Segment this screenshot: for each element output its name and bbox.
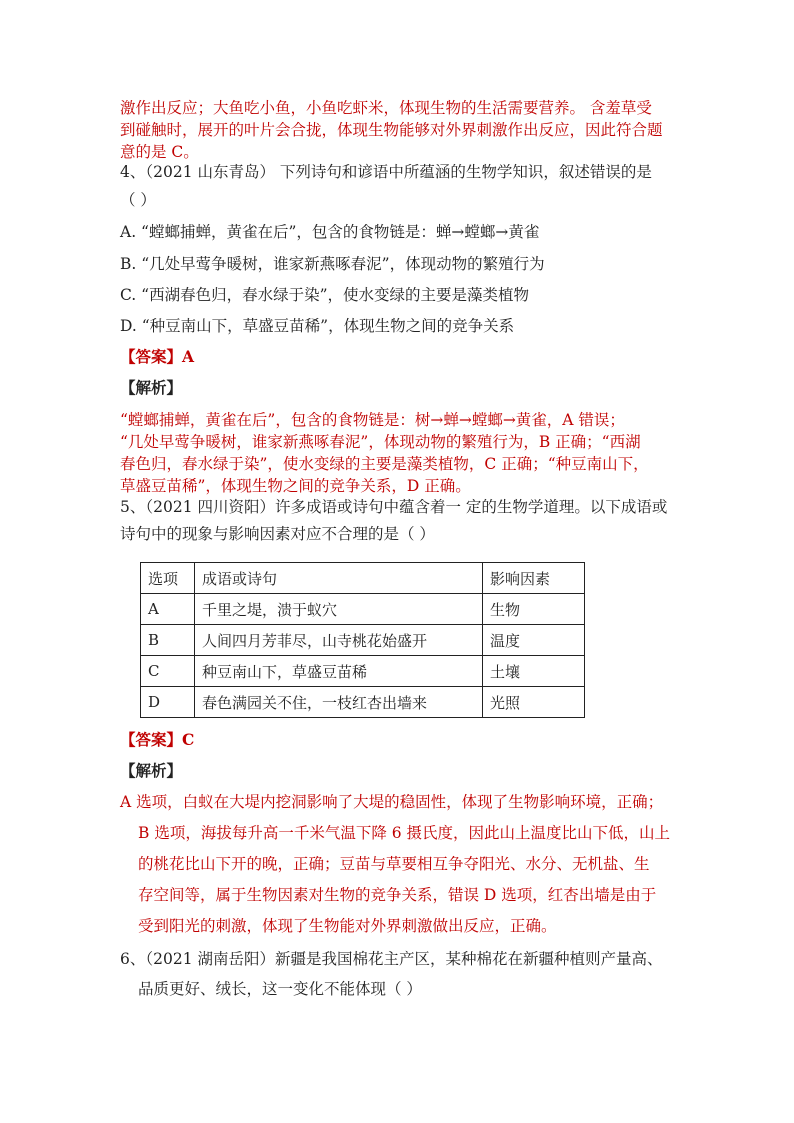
table-header-cell: 成语或诗句 — [195, 563, 483, 594]
table-cell: A — [141, 594, 195, 625]
table-header-row — [141, 563, 585, 594]
table-row — [141, 656, 585, 687]
q5-answer: 【答案】C — [120, 730, 195, 749]
table-cell: 土壤 — [483, 656, 585, 687]
q4-analysis-line: 春色归，春水绿于染”，使水变绿的主要是藻类植物，C 正确；“种豆南山下， — [120, 455, 649, 473]
q4-analysis-line: “几处早莺争暖树，谁家新燕啄春泥”，体现动物的繁殖行为，B 正确；“西湖 — [120, 433, 641, 451]
q5-stem: 5、（2021 四川资阳）许多成语或诗句中蕴含着一 定的生物学道理。以下成语或 — [120, 498, 668, 516]
prev-explanation-line: 到碰触时，展开的叶片会合拢，体现生物能够对外界刺激作出反应，因此符合题 — [120, 121, 663, 139]
table-row — [141, 594, 585, 625]
q6-stem: 6、（2021 湖南岳阳）新疆是我国棉花主产区，某种棉花在新疆种植则产量高、 — [120, 950, 663, 968]
table-row — [141, 625, 585, 656]
table-cell: 光照 — [483, 687, 585, 718]
table-header-cell: 影响因素 — [483, 563, 585, 594]
q4-option-c: C. “西湖春色归，春水绿于染”，使水变绿的主要是藻类植物 — [120, 286, 530, 304]
table-cell: 春色满园关不住，一枝红杏出墙来 — [195, 687, 483, 718]
table-cell: 生物 — [483, 594, 585, 625]
q5-stem: 诗句中的现象与影响因素对应不合理的是（ ） — [120, 525, 435, 543]
table-cell: 温度 — [483, 625, 585, 656]
table-cell: B — [141, 625, 195, 656]
q4-option-d: D. “种豆南山下，草盛豆苗稀”，体现生物之间的竞争关系 — [120, 317, 515, 335]
q6-stem: 品质更好、绒长，这一变化不能体现（ ） — [138, 980, 422, 998]
q4-answer: 【答案】A — [120, 347, 195, 366]
table-row — [141, 687, 585, 718]
table-cell: 千里之堤，溃于蚁穴 — [195, 594, 483, 625]
table-header-cell: 选项 — [141, 563, 195, 594]
q4-analysis-line: 草盛豆苗稀”，体现生物之间的竞争关系，D 正确。 — [120, 477, 471, 495]
q5-options-table — [140, 562, 585, 718]
q5-analysis-line: B 选项，海拔每升高一千米气温下降 6 摄氏度，因此山上温度比山下低，山上 — [138, 824, 671, 842]
q5-analysis-line: 受到阳光的刺激，体现了生物能对外界刺激做出反应，正确。 — [138, 917, 557, 935]
table-cell: 种豆南山下，草盛豆苗稀 — [195, 656, 483, 687]
table-cell: 人间四月芳菲尽，山寺桃花始盛开 — [195, 625, 483, 656]
q4-analysis-line: “螳螂捕蝉，黄雀在后”，包含的食物链是：树→蝉→螳螂→黄雀，A 错误； — [120, 411, 625, 429]
q5-analysis-line: 的桃花比山下开的晚，正确；豆苗与草要相互争夺阳光、水分、无机盐、生 — [138, 855, 650, 873]
q4-option-b: B. “几处早莺争暖树，谁家新燕啄春泥”，体现动物的繁殖行为 — [120, 255, 545, 273]
q4-option-a: A. “螳螂捕蝉，黄雀在后”，包含的食物链是：蝉→螳螂→黄雀 — [120, 223, 540, 241]
q4-stem: 4、（2021 山东青岛） 下列诗句和谚语中所蕴涵的生物学知识，叙述错误的是 — [120, 163, 652, 181]
q4-analysis-label: 【解析】 — [120, 378, 183, 397]
table-cell: C — [141, 656, 195, 687]
prev-explanation-line: 意的是 C。 — [120, 143, 199, 161]
q5-analysis-line: 存空间等，属于生物因素对生物的竞争关系，错误 D 选项，红杏出墙是由于 — [138, 886, 657, 904]
q5-analysis-label: 【解析】 — [120, 761, 183, 780]
q4-stem-blank: （ ） — [120, 191, 156, 209]
q5-analysis-line: A 选项，白蚁在大堤内挖洞影响了大堤的稳固性，体现了生物影响环境，正确； — [120, 793, 664, 811]
prev-explanation-line: 激作出反应；大鱼吃小鱼，小鱼吃虾米，体现生物的生活需要营养。 含羞草受 — [120, 99, 652, 117]
table-cell: D — [141, 687, 195, 718]
